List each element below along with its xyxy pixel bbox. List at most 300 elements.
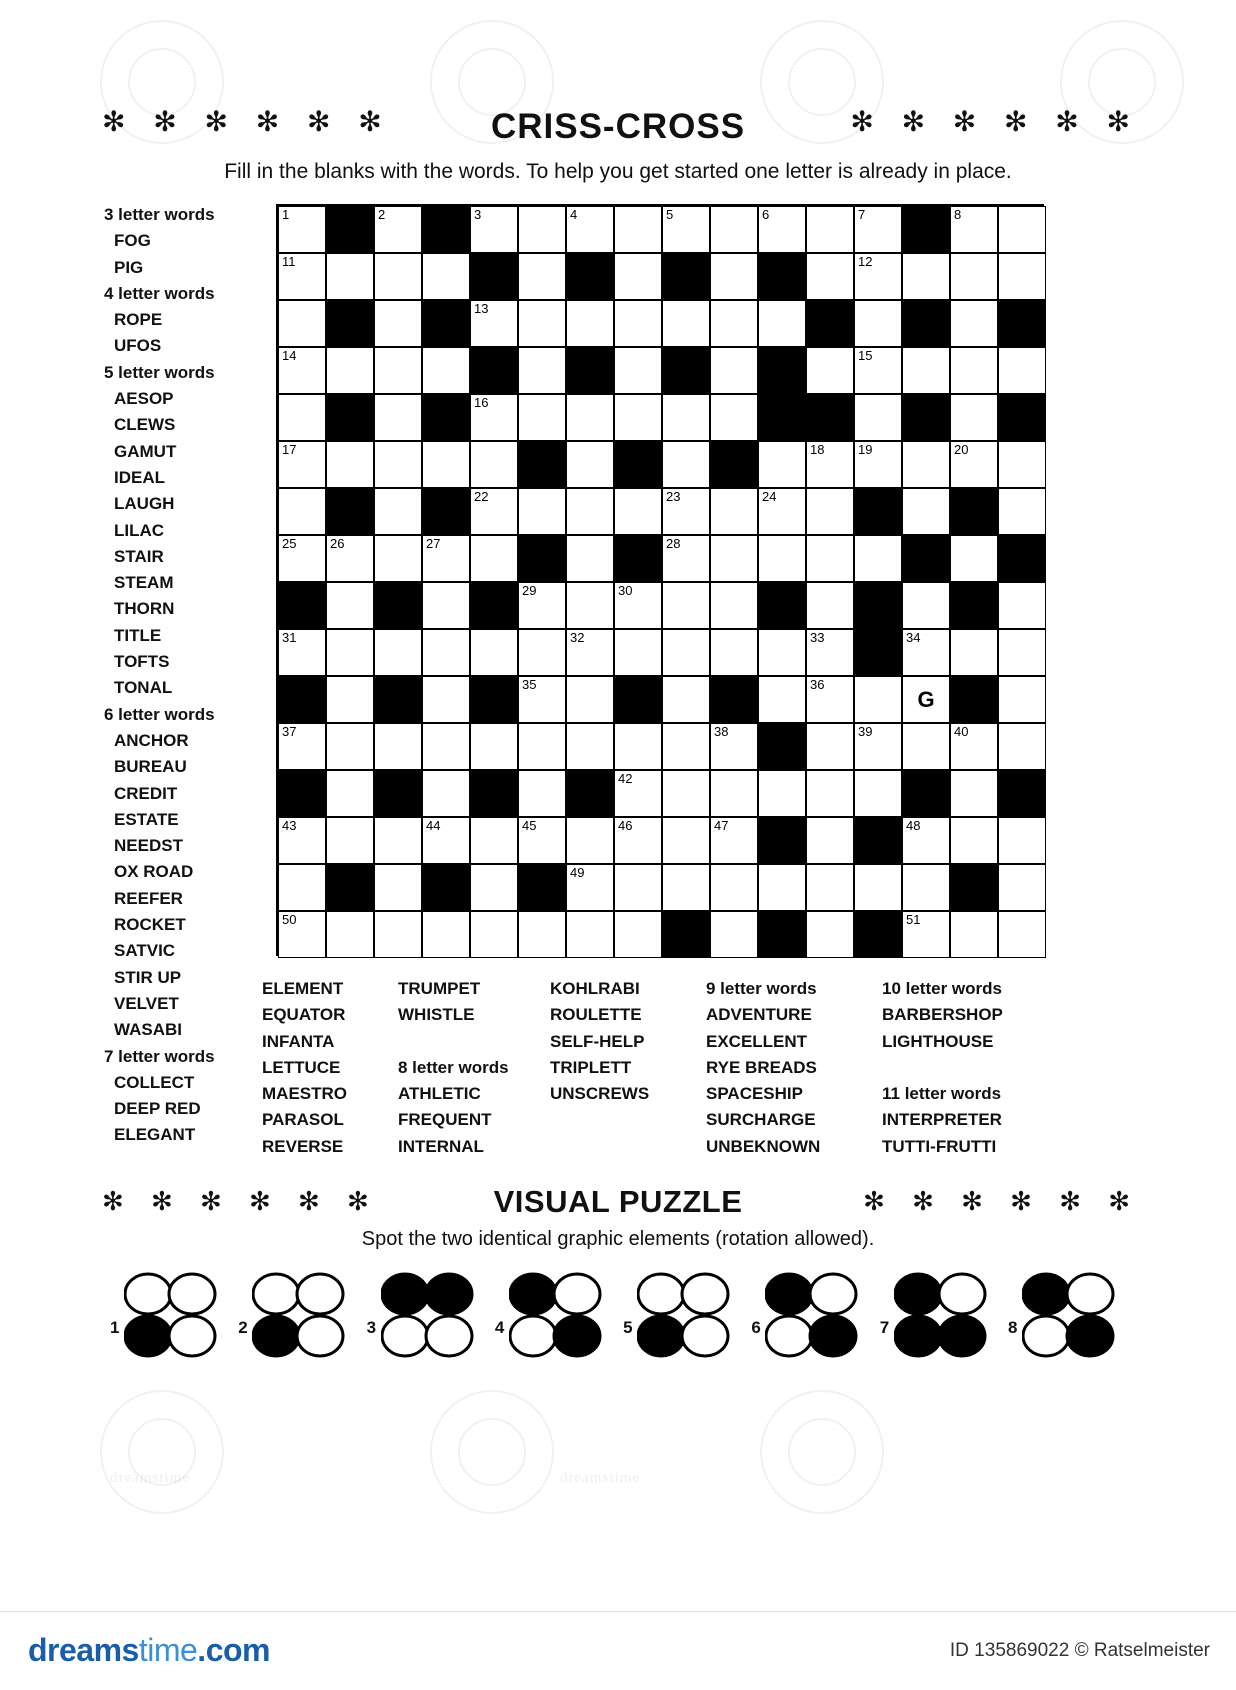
grid-cell[interactable] (326, 347, 374, 394)
word-column-5 (882, 976, 1003, 1160)
grid-cell[interactable] (806, 347, 854, 394)
grid-cell[interactable] (854, 864, 902, 911)
grid-cell[interactable] (374, 488, 422, 535)
grid-cell[interactable] (470, 394, 518, 441)
word-entry: ELEMENT (262, 979, 344, 998)
grid-cell[interactable] (806, 206, 854, 253)
grid-cell-blocked (470, 676, 518, 723)
watermark-text: dreamstime (560, 1470, 640, 1486)
grid-cell[interactable] (518, 253, 566, 300)
grid-cell[interactable] (998, 488, 1046, 535)
grid-cell[interactable] (710, 535, 758, 582)
grid-cell-blocked (566, 347, 614, 394)
grid-cell-number: 42 (618, 771, 633, 786)
grid-cell[interactable] (374, 629, 422, 676)
grid-cell-number: 16 (474, 395, 489, 410)
grid-cell[interactable] (614, 394, 662, 441)
grid-cell[interactable] (614, 253, 662, 300)
grid-cell-number: 8 (954, 207, 962, 222)
word-entry: TUTTI-FRUTTI (882, 1136, 997, 1156)
grid-cell[interactable] (422, 535, 470, 582)
grid-cell-blocked (758, 911, 806, 958)
grid-cell-blocked (950, 676, 998, 723)
grid-cell[interactable] (278, 441, 326, 488)
grid-cell[interactable] (854, 723, 902, 770)
grid-cell[interactable] (758, 676, 806, 723)
word-entry: SPACESHIP (706, 1084, 803, 1104)
grid-cell[interactable] (806, 723, 854, 770)
grid-cell-blocked (998, 394, 1046, 441)
grid-cell[interactable] (326, 817, 374, 864)
grid-cell[interactable] (902, 441, 950, 488)
grid-cell[interactable] (998, 817, 1046, 864)
grid-cell[interactable] (950, 441, 998, 488)
grid-cell[interactable] (518, 911, 566, 958)
grid-cell-blocked (950, 488, 998, 535)
grid-cell[interactable] (614, 488, 662, 535)
grid-cell[interactable] (998, 629, 1046, 676)
word-column-2 (398, 976, 509, 1160)
figure-circles (124, 1272, 220, 1362)
grid-cell[interactable] (758, 535, 806, 582)
grid-cell[interactable] (710, 394, 758, 441)
grid-cell[interactable] (854, 535, 902, 582)
grid-cell[interactable] (566, 817, 614, 864)
grid-cell[interactable] (518, 770, 566, 817)
grid-cell[interactable] (662, 770, 710, 817)
grid-cell-number: 47 (714, 818, 729, 833)
grid-cell[interactable] (470, 817, 518, 864)
grid-cell[interactable] (806, 629, 854, 676)
grid-cell[interactable] (950, 300, 998, 347)
grid-cell-blocked (662, 253, 710, 300)
grid-cell[interactable] (422, 770, 470, 817)
grid-cell[interactable] (566, 723, 614, 770)
grid-cell[interactable] (854, 347, 902, 394)
grid-cell-number: 19 (858, 442, 873, 457)
grid-cell[interactable] (710, 864, 758, 911)
grid-cell[interactable] (854, 300, 902, 347)
grid-cell[interactable] (998, 347, 1046, 394)
grid-cell[interactable] (998, 676, 1046, 723)
word-entry: PIG (114, 257, 144, 277)
grid-cell[interactable] (662, 864, 710, 911)
word-entry: FOG (114, 231, 151, 251)
grid-cell[interactable] (518, 629, 566, 676)
word-entry: LAUGH (114, 494, 175, 514)
grid-cell[interactable] (422, 676, 470, 723)
grid-cell[interactable] (614, 770, 662, 817)
grid-cell[interactable] (278, 488, 326, 535)
grid-cell[interactable] (662, 676, 710, 723)
grid-cell-blocked (902, 206, 950, 253)
grid-cell[interactable] (278, 206, 326, 253)
grid-cell[interactable] (614, 206, 662, 253)
grid-cell[interactable] (998, 582, 1046, 629)
snowflake-decoration-left: ✻ ✻ ✻ ✻ ✻ ✻ (102, 106, 392, 137)
grid-cell[interactable] (278, 723, 326, 770)
grid-cell[interactable] (470, 535, 518, 582)
grid-cell[interactable] (518, 582, 566, 629)
page-subtitle: Fill in the blanks with the words. To help you get started one letter is already in place. (224, 160, 1012, 183)
word-column-1 (262, 976, 347, 1160)
grid-cell[interactable] (566, 582, 614, 629)
word-entry: REVERSE (262, 1136, 344, 1156)
grid-cell-blocked (662, 911, 710, 958)
grid-cell[interactable] (566, 206, 614, 253)
word-entry: TONAL (114, 678, 173, 698)
grid-cell[interactable] (662, 441, 710, 488)
grid-cell[interactable] (374, 911, 422, 958)
word-entry: AESOP (114, 389, 174, 409)
grid-cell[interactable] (422, 629, 470, 676)
grid-cell[interactable] (710, 582, 758, 629)
word-group-header: 5 letter words (104, 362, 215, 382)
visual-puzzle-figure[interactable] (110, 1272, 228, 1378)
figure-circles (1022, 1272, 1118, 1362)
grid-cell-number: 50 (282, 912, 297, 927)
grid-cell[interactable] (950, 253, 998, 300)
grid-cell[interactable] (806, 488, 854, 535)
grid-cell[interactable] (662, 394, 710, 441)
visual-puzzle-figure[interactable] (880, 1272, 998, 1378)
grid-cell[interactable] (854, 206, 902, 253)
grid-cell-number: 48 (906, 818, 921, 833)
grid-cell[interactable] (614, 629, 662, 676)
grid-cell-blocked (374, 582, 422, 629)
grid-cell-blocked (902, 300, 950, 347)
grid-cell[interactable] (278, 911, 326, 958)
grid-cell[interactable] (518, 206, 566, 253)
grid-cell[interactable] (950, 394, 998, 441)
grid-cell-blocked (806, 300, 854, 347)
visual-puzzle-figure[interactable] (1008, 1272, 1126, 1378)
snowflake-decoration-right: ✻ ✻ ✻ ✻ ✻ ✻ (850, 106, 1140, 137)
grid-cell-number: 43 (282, 818, 297, 833)
visual-puzzle-figure[interactable] (623, 1272, 741, 1378)
grid-cell[interactable] (278, 817, 326, 864)
figure-label: 3 (366, 1318, 377, 1337)
grid-cell[interactable] (374, 394, 422, 441)
grid-cell-blocked (326, 300, 374, 347)
grid-cell[interactable] (614, 817, 662, 864)
figure-label: 4 (494, 1318, 505, 1337)
grid-cell-number: 3 (474, 207, 482, 222)
word-entry: COLLECT (114, 1072, 195, 1092)
grid-cell[interactable] (806, 441, 854, 488)
grid-cell[interactable] (854, 394, 902, 441)
grid-cell-blocked (326, 864, 374, 911)
grid-cell[interactable] (614, 911, 662, 958)
word-entry: UFOS (114, 336, 162, 356)
grid-cell[interactable] (998, 441, 1046, 488)
grid-cell[interactable] (422, 253, 470, 300)
grid-cell[interactable] (950, 817, 998, 864)
grid-cell[interactable] (710, 817, 758, 864)
grid-cell[interactable] (902, 723, 950, 770)
grid-cell[interactable] (710, 911, 758, 958)
grid-cell[interactable] (326, 441, 374, 488)
grid-cell[interactable] (326, 723, 374, 770)
grid-cell[interactable] (902, 911, 950, 958)
grid-cell[interactable] (806, 582, 854, 629)
grid-cell[interactable] (758, 629, 806, 676)
grid-cell[interactable] (854, 676, 902, 723)
grid-cell[interactable] (566, 441, 614, 488)
grid-cell[interactable] (998, 253, 1046, 300)
grid-cell[interactable] (902, 488, 950, 535)
watermark-text: dreamstime (110, 1470, 190, 1486)
grid-cell[interactable] (710, 770, 758, 817)
grid-cell[interactable] (710, 347, 758, 394)
grid-cell[interactable] (806, 770, 854, 817)
grid-cell[interactable] (950, 770, 998, 817)
grid-cell[interactable] (566, 864, 614, 911)
grid-cell[interactable] (326, 770, 374, 817)
grid-cell[interactable] (518, 676, 566, 723)
grid-cell[interactable] (470, 206, 518, 253)
grid-cell-blocked (518, 864, 566, 911)
grid-cell[interactable] (662, 535, 710, 582)
grid-cell[interactable] (662, 206, 710, 253)
grid-cell[interactable] (758, 300, 806, 347)
visual-puzzle-figures (110, 1272, 1126, 1382)
word-entry: EQUATOR (262, 1005, 346, 1025)
grid-cell-blocked (854, 582, 902, 629)
grid-cell[interactable] (326, 582, 374, 629)
grid-cell[interactable] (470, 629, 518, 676)
grid-cell[interactable] (758, 206, 806, 253)
grid-cell[interactable] (518, 488, 566, 535)
grid-cell[interactable] (422, 817, 470, 864)
grid-cell[interactable] (566, 911, 614, 958)
figure-label: 8 (1007, 1318, 1018, 1337)
grid-cell[interactable] (374, 300, 422, 347)
grid-cell-blocked (806, 394, 854, 441)
grid-cell[interactable] (614, 347, 662, 394)
grid-cell[interactable] (374, 441, 422, 488)
grid-cell[interactable] (374, 347, 422, 394)
grid-cell[interactable] (422, 582, 470, 629)
grid-cell[interactable] (518, 817, 566, 864)
grid-cell[interactable] (806, 253, 854, 300)
word-entry: ROPE (114, 310, 163, 330)
grid-cell[interactable] (326, 911, 374, 958)
grid-cell-number: 31 (282, 630, 297, 645)
figure-label: 1 (110, 1318, 120, 1337)
visual-puzzle-figure[interactable] (238, 1272, 356, 1378)
grid-cell[interactable] (854, 441, 902, 488)
grid-cell[interactable] (758, 770, 806, 817)
grid-cell[interactable] (422, 911, 470, 958)
visual-puzzle-figure[interactable] (367, 1272, 485, 1378)
grid-cell[interactable] (566, 488, 614, 535)
grid-cell[interactable] (614, 300, 662, 347)
grid-cell[interactable] (950, 535, 998, 582)
grid-cell[interactable] (710, 300, 758, 347)
grid-cell[interactable] (518, 394, 566, 441)
grid-cell[interactable] (806, 864, 854, 911)
grid-cell[interactable] (278, 253, 326, 300)
word-group-header: 6 letter words (104, 704, 215, 724)
grid-cell[interactable] (806, 676, 854, 723)
grid-cell-blocked (566, 253, 614, 300)
grid-cell[interactable] (614, 864, 662, 911)
grid-cell[interactable] (854, 770, 902, 817)
grid-cell[interactable] (902, 817, 950, 864)
grid-cell[interactable] (278, 535, 326, 582)
grid-cell-number: 26 (330, 536, 345, 551)
word-entry: THORN (114, 599, 175, 619)
grid-cell[interactable] (278, 300, 326, 347)
grid-cell[interactable] (710, 206, 758, 253)
grid-cell[interactable] (902, 629, 950, 676)
grid-cell[interactable] (662, 817, 710, 864)
grid-cell[interactable] (566, 394, 614, 441)
grid-cell[interactable] (710, 253, 758, 300)
grid-cell[interactable] (278, 394, 326, 441)
grid-cell[interactable] (854, 253, 902, 300)
grid-cell[interactable] (566, 676, 614, 723)
word-entry: ANCHOR (114, 730, 189, 750)
grid-cell[interactable] (902, 253, 950, 300)
grid-cell[interactable] (278, 347, 326, 394)
word-entry: LILAC (114, 520, 165, 540)
word-entry: FREQUENT (398, 1110, 492, 1130)
grid-cell[interactable] (614, 582, 662, 629)
grid-cell[interactable] (470, 300, 518, 347)
grid-cell-number: 35 (522, 677, 537, 692)
word-group-header: 11 letter words (882, 1084, 1002, 1104)
grid-cell-number: 22 (474, 489, 489, 504)
word-entry: VELVET (114, 993, 179, 1013)
grid-cell[interactable] (374, 206, 422, 253)
grid-cell[interactable] (374, 535, 422, 582)
grid-cell[interactable] (806, 817, 854, 864)
grid-cell[interactable] (950, 629, 998, 676)
grid-cell-blocked (710, 441, 758, 488)
grid-cell[interactable] (902, 864, 950, 911)
grid-cell[interactable] (566, 300, 614, 347)
figure-circles (509, 1272, 605, 1362)
grid-cell[interactable] (422, 723, 470, 770)
grid-cell-blocked (326, 206, 374, 253)
grid-cell[interactable] (326, 535, 374, 582)
grid-cell[interactable] (950, 206, 998, 253)
word-entry: INTERNAL (398, 1136, 484, 1156)
grid-cell[interactable] (806, 535, 854, 582)
grid-cell[interactable] (662, 723, 710, 770)
grid-cell[interactable] (662, 300, 710, 347)
visual-puzzle-title: VISUAL PUZZLE (493, 1184, 743, 1219)
grid-cell-number: 25 (282, 536, 297, 551)
grid-cell-number: 44 (426, 818, 441, 833)
word-entry: ELEGANT (114, 1125, 196, 1145)
grid-cell-blocked (854, 488, 902, 535)
grid-cell-blocked (758, 394, 806, 441)
grid-cell[interactable] (758, 441, 806, 488)
grid-cell[interactable] (998, 864, 1046, 911)
word-entry: OX ROAD (114, 862, 194, 882)
grid-cell-blocked (278, 770, 326, 817)
grid-cell-number: 13 (474, 301, 489, 316)
grid-cell-blocked (902, 394, 950, 441)
grid-cell[interactable] (326, 676, 374, 723)
grid-cell[interactable] (902, 347, 950, 394)
grid-cell[interactable] (518, 347, 566, 394)
grid-cell[interactable] (902, 582, 950, 629)
word-entry: ROCKET (114, 915, 186, 935)
grid-cell[interactable] (566, 629, 614, 676)
crossword-grid[interactable] (276, 204, 1044, 956)
grid-cell[interactable] (566, 535, 614, 582)
grid-cell[interactable] (758, 864, 806, 911)
grid-cell[interactable] (614, 723, 662, 770)
grid-cell[interactable] (710, 723, 758, 770)
grid-cell-number: 32 (570, 630, 585, 645)
grid-cell[interactable] (998, 911, 1046, 958)
grid-cell[interactable] (710, 488, 758, 535)
word-entry: BARBERSHOP (882, 1005, 1003, 1025)
grid-cell[interactable] (950, 911, 998, 958)
grid-cell[interactable] (470, 441, 518, 488)
grid-cell-blocked (422, 394, 470, 441)
grid-cell[interactable] (806, 911, 854, 958)
grid-cell[interactable] (518, 300, 566, 347)
grid-cell[interactable] (422, 441, 470, 488)
grid-cell-blocked (374, 676, 422, 723)
word-entry: DEEP RED (114, 1099, 201, 1119)
grid-cell[interactable] (998, 206, 1046, 253)
visual-puzzle-figure[interactable] (495, 1272, 613, 1378)
grid-cell[interactable] (470, 723, 518, 770)
grid-cell-number: 27 (426, 536, 441, 551)
grid-cell-blocked (374, 770, 422, 817)
grid-cell[interactable] (950, 347, 998, 394)
visual-puzzle-figure[interactable] (751, 1272, 869, 1378)
grid-cell[interactable] (470, 488, 518, 535)
grid-cell[interactable] (758, 488, 806, 535)
grid-cell[interactable] (662, 488, 710, 535)
grid-cell[interactable] (710, 629, 758, 676)
watermark-swirl (760, 1390, 884, 1514)
grid-cell[interactable] (902, 676, 950, 723)
grid-cell-number: 51 (906, 912, 921, 927)
grid-cell[interactable] (374, 864, 422, 911)
grid-cell-number: 5 (666, 207, 674, 222)
grid-cell[interactable] (374, 253, 422, 300)
grid-cell[interactable] (470, 864, 518, 911)
grid-cell[interactable] (374, 723, 422, 770)
grid-cell-number: 34 (906, 630, 921, 645)
word-entry: UNBEKNOWN (706, 1136, 821, 1156)
grid-cell-number: 4 (570, 207, 578, 222)
grid-cell[interactable] (998, 723, 1046, 770)
grid-cell-blocked (470, 347, 518, 394)
grid-cell[interactable] (470, 911, 518, 958)
spacer (882, 1055, 1003, 1081)
grid-cell[interactable] (278, 629, 326, 676)
grid-cell[interactable] (422, 347, 470, 394)
grid-cell[interactable] (326, 253, 374, 300)
grid-cell[interactable] (518, 723, 566, 770)
grid-cell[interactable] (662, 582, 710, 629)
grid-cell[interactable] (374, 817, 422, 864)
grid-cell[interactable] (278, 864, 326, 911)
grid-cell[interactable] (662, 629, 710, 676)
grid-cell[interactable] (950, 723, 998, 770)
grid-cell[interactable] (326, 629, 374, 676)
